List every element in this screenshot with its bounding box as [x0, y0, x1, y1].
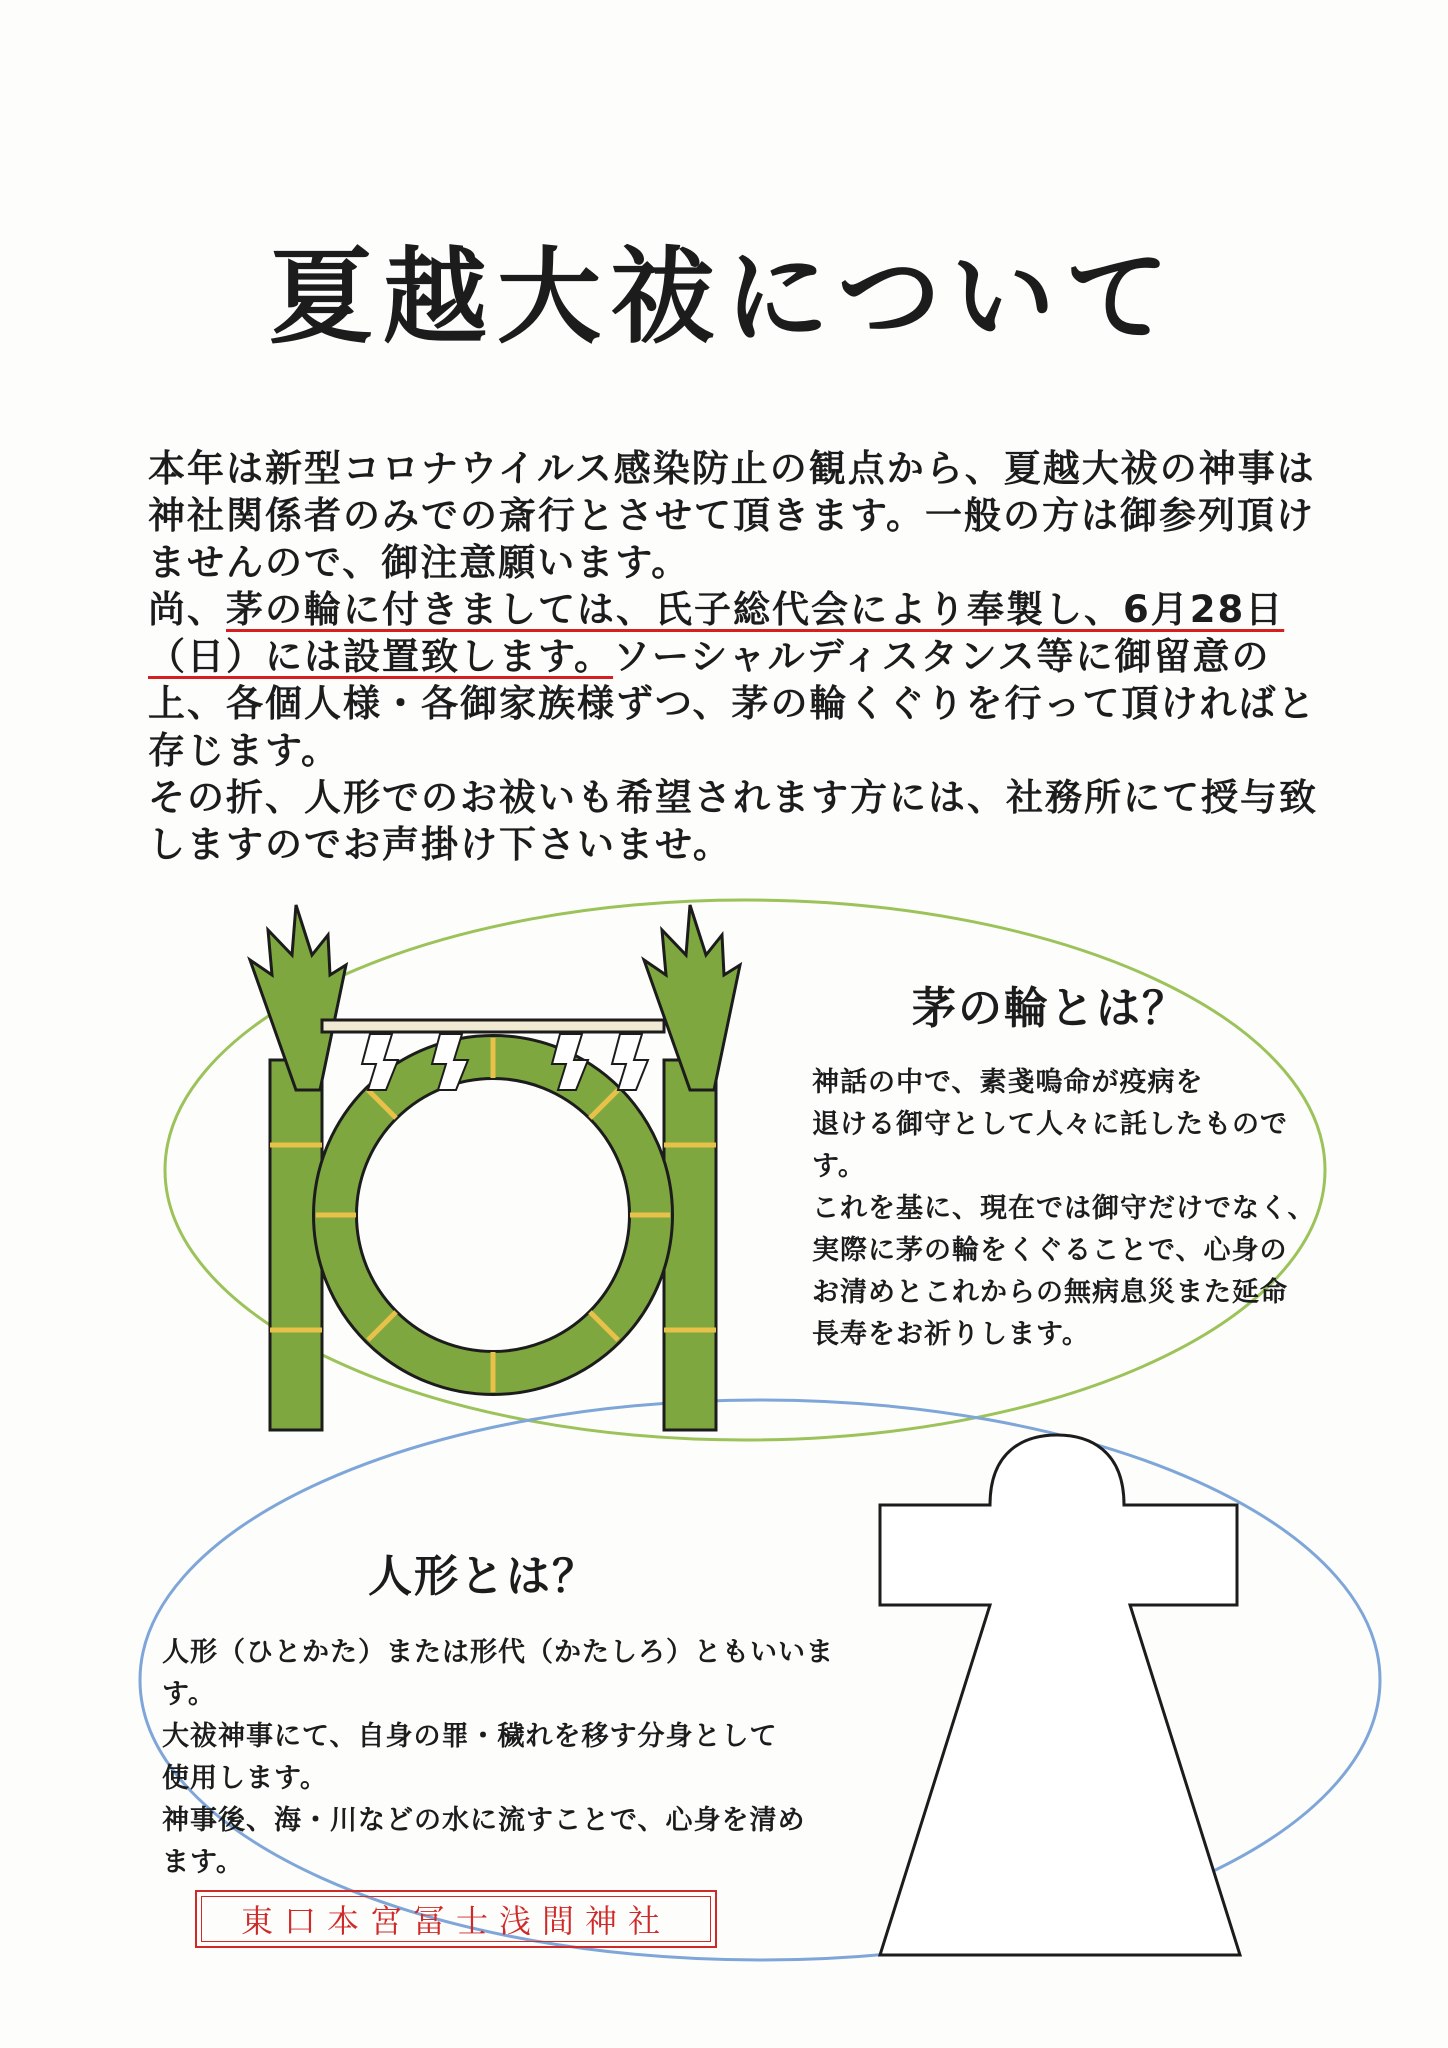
- intro-p2-lead: 尚、: [148, 588, 226, 631]
- shrine-name-stamp: [195, 1890, 717, 1948]
- intro-paragraph-2: [148, 586, 1338, 774]
- chinowa-line: 実際に茅の輪をくぐることで、心身の: [812, 1235, 1288, 1266]
- hitogata-line: 人形（ひとかた）または形代（かたしろ）ともいいます。: [162, 1637, 834, 1710]
- page-title: 夏越大祓について: [269, 235, 1179, 358]
- hitogata-line: 神事後、海・川などの水に流すことで、心身を清め: [162, 1805, 806, 1836]
- intro-paragraph-3: その折、人形でのお祓いも希望されます方には、社務所にて授与致しますのでお声掛け下さいませ。: [148, 776, 1318, 866]
- hitogata-paper-doll-illustration: [880, 1435, 1240, 1955]
- chinowa-line: 神話の中で、素戔嗚命が疫病を: [812, 1067, 1204, 1098]
- chinowa-line: 長寿をお祈りします。: [812, 1319, 1090, 1350]
- intro-p2-rest: ソーシャルディスタンス等に御留意の上、各個人様・各御家族様ずつ、茅の輪くぐりを行って頂ければと存じます。: [148, 635, 1317, 772]
- chinowa-description: [812, 1062, 1332, 1356]
- hitogata-line: ます。: [162, 1847, 244, 1878]
- hitogata-line: 使用します。: [162, 1763, 328, 1794]
- chinowa-line: お清めとこれからの無病息災また延命: [812, 1277, 1288, 1308]
- hitogata-heading: 人形とは？: [368, 1551, 598, 1602]
- chinowa-line: これを基に、現在では御守だけでなく、: [812, 1193, 1316, 1224]
- chinowa-heading: 茅の輪とは？: [912, 983, 1188, 1034]
- setup-date-highlight: 茅の輪に付きましては、氏子総代会により奉製し、6月28日（日）には設置致します。: [148, 588, 1285, 678]
- intro-text: [148, 445, 1338, 868]
- intro-paragraph-1: 本年は新型コロナウイルス感染防止の観点から、夏越大祓の神事は神社関係者のみでの斎行とさせて頂きます。一般の方は御参列頂けませんので、御注意願います。: [148, 447, 1316, 584]
- chinowa-line: 退ける御守として人々に託したものです。: [812, 1109, 1288, 1182]
- shrine-name: 東口本宮冨士浅間神社: [240, 1902, 671, 1940]
- hitogata-description: [162, 1632, 862, 1884]
- chinowa-ring-illustration: [250, 905, 740, 1430]
- hitogata-line: 大祓神事にて、自身の罪・穢れを移す分身として: [162, 1721, 778, 1752]
